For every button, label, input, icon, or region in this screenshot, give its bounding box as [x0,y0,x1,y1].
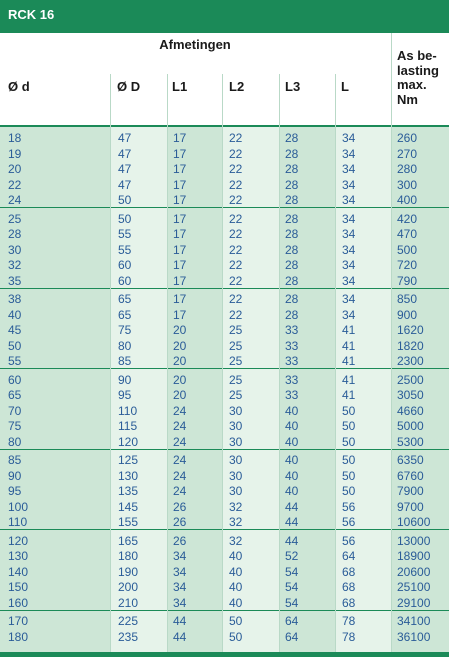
table-cell: 47 [118,131,132,145]
table-cell: 32 [229,533,243,548]
table-cell: 22 [229,131,243,145]
table-cell: 110 [8,515,28,529]
table-cell: 10600 [397,515,431,529]
table-cell: 65 [8,388,22,402]
table-cell: 33 [285,323,299,337]
table-cell: 22 [229,273,243,288]
table-cell: 22 [229,258,243,272]
table-cell: 25 [229,388,243,402]
table-cell: 180 [118,549,139,563]
table-cell: 40 [229,580,243,594]
header-col-D: Ø D [117,79,141,94]
table-cell: 47 [118,162,132,176]
table-cell: 50 [342,403,356,418]
table-cell: 135 [118,484,139,498]
table-cell: 6350 [397,453,424,467]
table-cell: 41 [342,388,356,402]
table-cell: 34 [342,292,356,306]
table-cell: 54 [285,595,299,610]
table-cell: 2300 [397,354,424,368]
table-cell: 225 [118,614,139,628]
table-cell: 40 [285,403,299,418]
table-cell: 44 [173,614,187,628]
table-header [0,33,449,127]
table-cell: 17 [173,292,187,306]
header-col-L2: L2 [229,79,245,94]
table-cell: 50 [342,453,356,467]
table-cell: 52 [285,549,299,563]
table-cell: 33 [285,338,299,353]
table-cell: 17 [173,146,187,161]
table-cell: 30 [8,242,22,257]
table-cell: 80 [8,434,22,449]
table-cell: 300 [397,177,418,192]
table-cell: 40 [285,434,299,449]
table-cell: 24 [173,403,187,418]
table-cell: 125 [118,453,139,467]
table-cell: 235 [118,629,139,644]
table-cell: 17 [173,211,187,226]
table-cell: 95 [118,388,132,402]
table-cell: 24 [173,453,187,467]
table-cell: 13000 [397,533,431,548]
table-cell: 1620 [397,323,424,337]
table-cell: 260 [397,131,418,145]
table-cell: 25 [229,354,243,368]
table-cell: 400 [397,193,418,207]
table-cell: 20 [8,162,22,176]
table-cell: 38 [8,292,22,306]
table-cell: 47 [118,177,132,192]
table-cell: 56 [342,533,356,548]
table-cell: 40 [285,484,299,498]
table-cell: 210 [118,595,139,610]
table-cell: 68 [342,580,356,594]
table-cell: 420 [397,211,418,226]
table-cell: 24 [173,419,187,433]
table-cell: 56 [342,499,356,514]
table-cell: 26 [173,515,187,529]
table-cell: 28 [285,177,299,192]
table-cell: 33 [285,354,299,368]
table-cell: 60 [118,273,132,288]
table-cell: 9700 [397,499,424,514]
table-cell: 32 [229,499,243,514]
table-cell: 22 [8,177,22,192]
table-cell: 28 [285,227,299,241]
table-cell: 90 [8,468,22,483]
table-cell: 17 [173,193,187,207]
table-cell: 60 [118,258,132,272]
table-cell: 17 [173,177,187,192]
table-cell: 17 [173,131,187,145]
table-cell: 100 [8,499,29,514]
table-cell: 22 [229,193,243,207]
table-cell: 28 [8,227,22,241]
table-cell: 5300 [397,434,424,449]
table-cell: 22 [229,162,243,176]
table-cell: 20 [173,338,187,353]
table-cell: 900 [397,307,418,322]
table-cell: 30 [229,468,243,483]
table-cell: 32 [8,258,22,272]
table-title: RCK 16 [0,0,449,33]
table-cell: 80 [118,338,132,353]
table-cell: 28 [285,193,299,207]
table-bottom-rule [0,652,449,657]
table-cell: 790 [397,273,418,288]
table-cell: 64 [342,549,356,563]
table-cell: 55 [8,354,22,368]
table-cell: 24 [173,468,187,483]
table-cell: 50 [342,484,356,498]
table-cell: 200 [118,580,139,594]
table-cell: 34 [342,227,356,241]
table-cell: 28 [285,273,299,288]
table-cell: 65 [118,307,132,322]
table-cell: 90 [118,372,132,387]
table-cell: 50 [229,629,243,644]
table-cell: 17 [173,307,187,322]
table-cell: 25 [229,372,243,387]
table-cell: 120 [8,533,29,548]
table-cell: 28 [285,211,299,226]
header-col-L1: L1 [172,79,188,94]
table-cell: 3050 [397,388,424,402]
table-cell: 44 [285,515,299,529]
header-load-line: max. [397,77,427,92]
table-cell: 56 [342,515,356,529]
table-cell: 130 [8,549,29,563]
table-cell: 50 [342,434,356,449]
table-cell: 33 [285,372,299,387]
table-cell: 28 [285,146,299,161]
table-cell: 32 [229,515,243,529]
table-cell: 280 [397,162,418,176]
table-cell: 50 [342,419,356,433]
table-cell: 115 [118,419,138,433]
table-cell: 95 [8,484,22,498]
column-divider [110,74,111,652]
table-cell: 34 [342,193,356,207]
table-cell: 70 [8,403,22,418]
table-cell: 34 [342,258,356,272]
header-group-label: Afmetingen [159,37,231,52]
table-cell: 1820 [397,338,424,353]
table-cell: 34 [342,273,356,288]
table-cell: 720 [397,258,418,272]
table-cell: 22 [229,177,243,192]
table-cell: 22 [229,146,243,161]
table-cell: 165 [118,533,139,548]
group-separator [0,610,449,611]
table-cell: 25 [229,338,243,353]
table-cell: 140 [8,564,29,579]
table-cell: 44 [285,499,299,514]
table-cell: 29100 [397,595,431,610]
table-cell: 18900 [397,549,431,563]
column-divider [279,74,280,652]
table-cell: 17 [173,242,187,257]
table-cell: 45 [8,323,22,337]
header-col-d: Ø d [8,79,30,94]
table-cell: 41 [342,323,356,337]
table-cell: 85 [118,354,132,368]
table-cell: 54 [285,580,299,594]
table-cell: 25100 [397,580,431,594]
table-cell: 34 [342,131,356,145]
table-cell: 34 [342,162,356,176]
table-cell: 155 [118,515,139,529]
table-cell: 25 [8,211,22,226]
table-cell: 78 [342,629,356,644]
group-separator [0,449,449,450]
table-cell: 26 [173,533,187,548]
table-cell: 24 [8,193,22,207]
table-cell: 40 [285,419,299,433]
table-cell: 20 [173,323,187,337]
table-cell: 55 [118,242,132,257]
table-cell: 20 [173,372,187,387]
table-cell: 17 [173,162,187,176]
table-cell: 34 [342,211,356,226]
table-cell: 60 [8,372,22,387]
group-separator [0,288,449,289]
table-cell: 34 [342,307,356,322]
table-cell: 190 [118,564,139,579]
table-cell: 850 [397,292,418,306]
table-cell: 17 [173,227,187,241]
table-cell: 22 [229,242,243,257]
table-cell: 5000 [397,419,424,433]
table-cell: 41 [342,372,356,387]
group-separator [0,529,449,530]
table-cell: 28 [285,292,299,306]
table-body [0,127,449,652]
table-cell: 41 [342,338,356,353]
table-cell: 68 [342,564,356,579]
table-cell: 34100 [397,614,431,628]
table-cell: 19 [8,146,22,161]
table-cell: 30 [229,419,243,433]
table-cell: 180 [8,629,29,644]
header-load-line: lasting [397,62,439,78]
table-cell: 22 [229,211,243,226]
table-cell: 20 [173,388,187,402]
table-cell: 25 [229,323,243,337]
table-cell: 75 [8,419,22,433]
table-cell: 36100 [397,629,431,644]
table-cell: 4660 [397,403,424,418]
table-cell: 55 [118,227,132,241]
table-cell: 270 [397,146,418,161]
table-cell: 30 [229,403,243,418]
table-cell: 47 [118,146,132,161]
table-cell: 40 [229,595,243,610]
table-cell: 500 [397,242,418,257]
column-divider [167,74,168,652]
table-cell: 17 [173,273,187,288]
table-cell: 2500 [397,372,424,387]
table-cell: 28 [285,258,299,272]
table-cell: 50 [118,193,132,207]
table-cell: 50 [118,211,132,226]
table-cell: 34 [342,177,356,192]
table-cell: 40 [285,468,299,483]
table-cell: 22 [229,227,243,241]
column-divider [391,33,392,652]
table-cell: 24 [173,484,187,498]
column-divider [335,74,336,652]
table-cell: 34 [342,242,356,257]
table-cell: 65 [118,292,132,306]
table-cell: 34 [173,580,187,594]
table-cell: 40 [8,307,22,322]
table-cell: 6760 [397,468,424,483]
table-cell: 150 [8,580,29,594]
table-cell: 30 [229,434,243,449]
table-cell: 35 [8,273,22,288]
table-cell: 28 [285,162,299,176]
table-cell: 34 [173,595,187,610]
table-cell: 28 [285,307,299,322]
table-cell: 28 [285,131,299,145]
table-cell: 40 [285,453,299,467]
table-cell: 50 [229,614,243,628]
column-divider [222,74,223,652]
table-cell: 64 [285,614,299,628]
table-cell: 22 [229,292,243,306]
table-cell: 33 [285,388,299,402]
table-cell: 68 [342,595,356,610]
table-cell: 470 [397,227,418,241]
table-cell: 50 [342,468,356,483]
header-col-load [397,49,439,107]
table-cell: 26 [173,499,187,514]
table-cell: 22 [229,307,243,322]
table-cell: 17 [173,258,187,272]
table-cell: 41 [342,354,356,368]
table-cell: 28 [285,242,299,257]
table-cell: 7900 [397,484,424,498]
table-cell: 85 [8,453,22,467]
group-separator [0,368,449,369]
table-cell: 40 [229,549,243,563]
table-cell: 110 [118,403,138,418]
table-cell: 18 [8,131,22,145]
header-col-L: L [341,79,349,94]
header-load-line: As be- [397,48,437,63]
table-cell: 160 [8,595,29,610]
table-cell: 54 [285,564,299,579]
table-cell: 75 [118,323,132,337]
table-cell: 24 [173,434,187,449]
table-cell: 170 [8,614,29,628]
table-cell: 34 [173,564,187,579]
table-cell: 120 [118,434,139,449]
table-cell: 50 [8,338,22,353]
table-cell: 20600 [397,564,431,579]
group-separator [0,207,449,208]
table-cell: 145 [118,499,139,514]
table-cell: 34 [342,146,356,161]
header-col-L3: L3 [285,79,301,94]
table-cell: 34 [173,549,187,563]
table-cell: 30 [229,484,243,498]
table-cell: 64 [285,629,299,644]
table-cell: 40 [229,564,243,579]
table-cell: 78 [342,614,356,628]
table-cell: 30 [229,453,243,467]
table-cell: 130 [118,468,139,483]
table-cell: 20 [173,354,187,368]
table-cell: 44 [285,533,299,548]
header-load-line: Nm [397,91,418,107]
table-cell: 44 [173,629,187,644]
